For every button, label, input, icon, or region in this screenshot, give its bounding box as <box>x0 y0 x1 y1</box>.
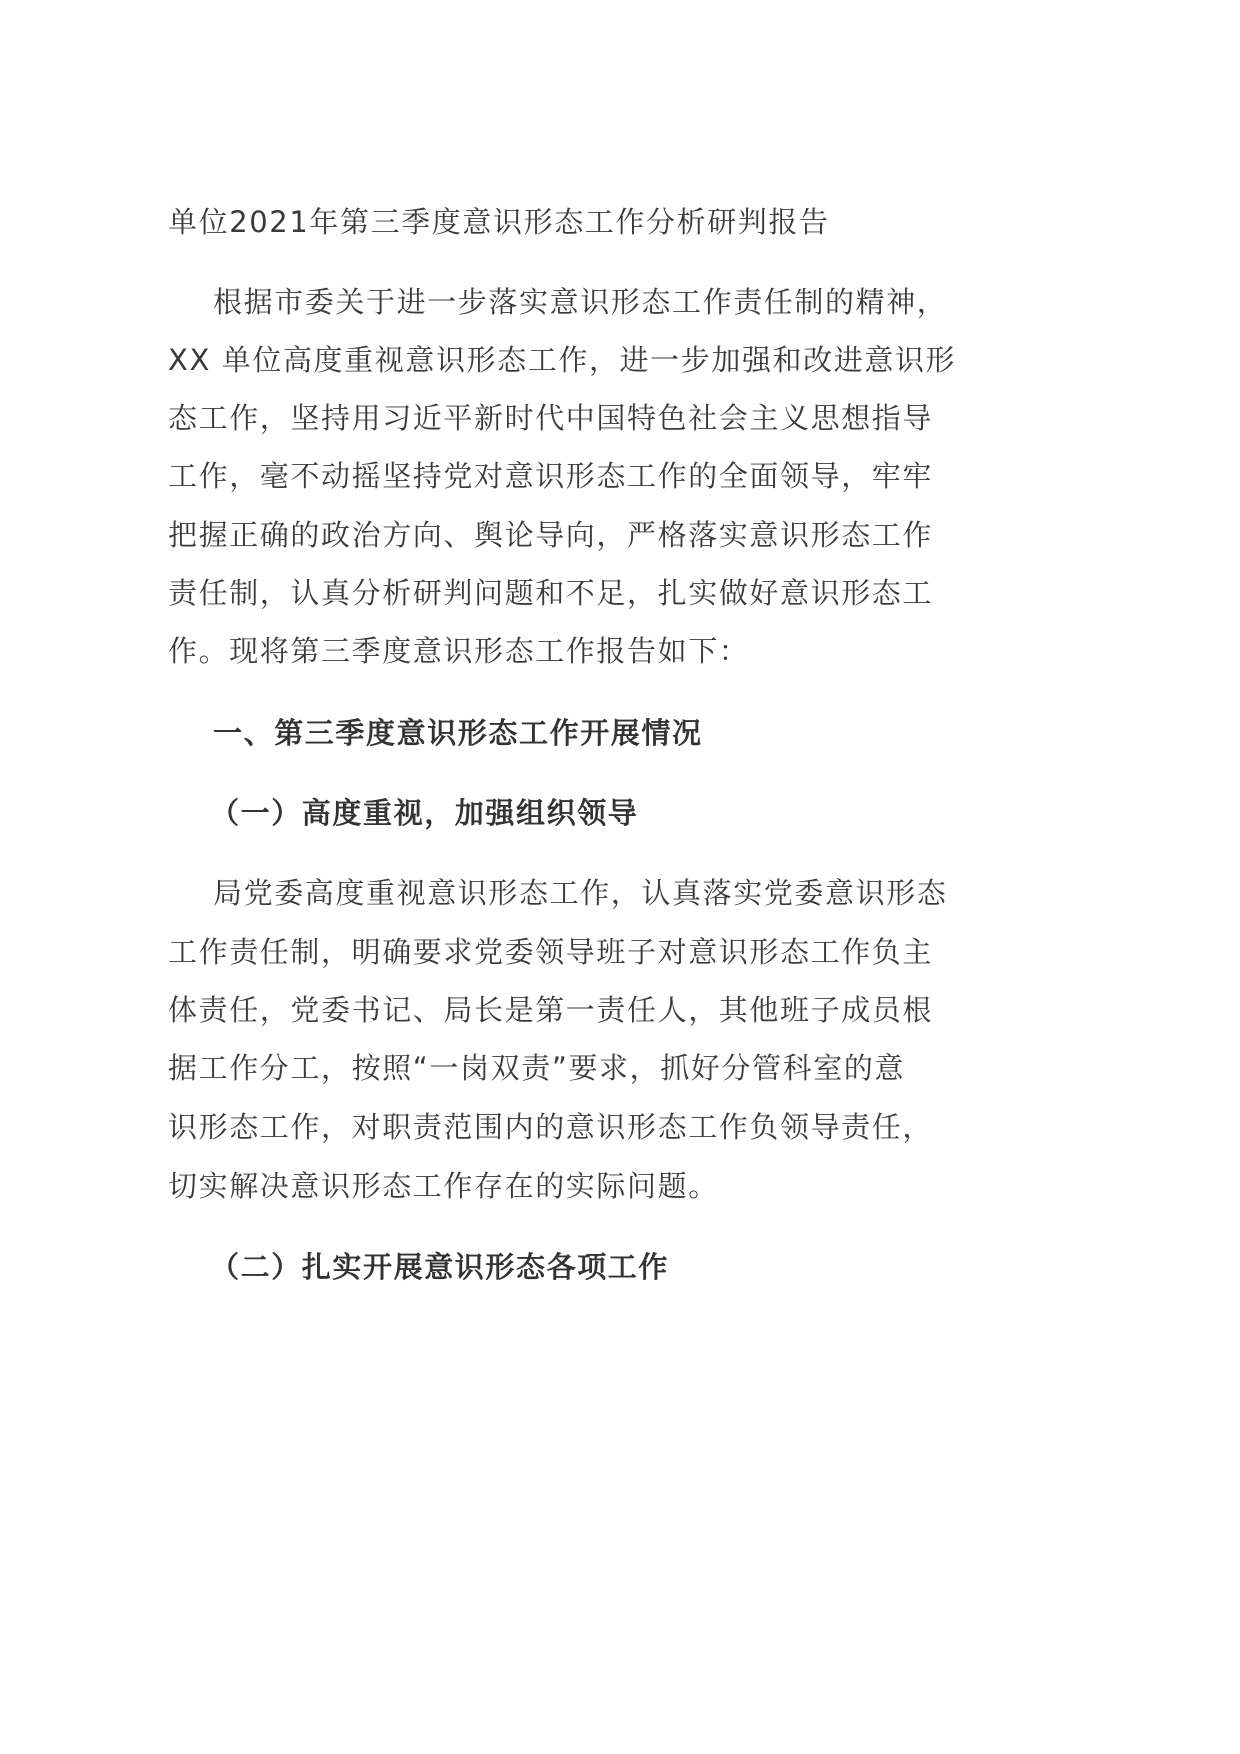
paragraph-line: 工作责任制，明确要求党委领导班子对意识形态工作负主 <box>168 935 934 969</box>
paragraph-line: 体责任，党委书记、局长是第一责任人，其他班子成员根 <box>168 993 934 1027</box>
paragraph-line: 作。现将第三季度意识形态工作报告如下： <box>168 634 750 668</box>
paragraph-line: XX 单位高度重视意识形态工作，进一步加强和改进意识形 <box>168 343 957 377</box>
paragraph-line: 识形态工作，对职责范围内的意识形态工作负领导责任， <box>168 1110 934 1144</box>
paragraph-line: 据工作分工，按照“一岗双责”要求，抓好分管科室的意 <box>168 1051 906 1085</box>
paragraph-line: 责任制，认真分析研判问题和不足，扎实做好意识形态工 <box>168 576 934 610</box>
paragraph-line: 工作，毫不动摇坚持党对意识形态工作的全面领导，牢牢 <box>168 459 934 493</box>
paragraph-line: 把握正确的政治方向、舆论导向，严格落实意识形态工作 <box>168 518 934 552</box>
paragraph-line: 切实解决意识形态工作存在的实际问题。 <box>168 1169 719 1203</box>
subsection-heading: （二）扎实开展意识形态各项工作 <box>210 1250 670 1284</box>
document-title: 单位2021年第三季度意识形态工作分析研判报告 <box>168 205 830 239</box>
paragraph-line: 根据市委关于进一步落实意识形态工作责任制的精神， <box>213 285 948 319</box>
section-heading: 一、第三季度意识形态工作开展情况 <box>213 716 703 750</box>
paragraph-line: 态工作，坚持用习近平新时代中国特色社会主义思想指导 <box>168 401 934 435</box>
paragraph-line: 局党委高度重视意识形态工作，认真落实党委意识形态 <box>213 876 948 910</box>
subsection-heading: （一）高度重视，加强组织领导 <box>210 796 639 830</box>
